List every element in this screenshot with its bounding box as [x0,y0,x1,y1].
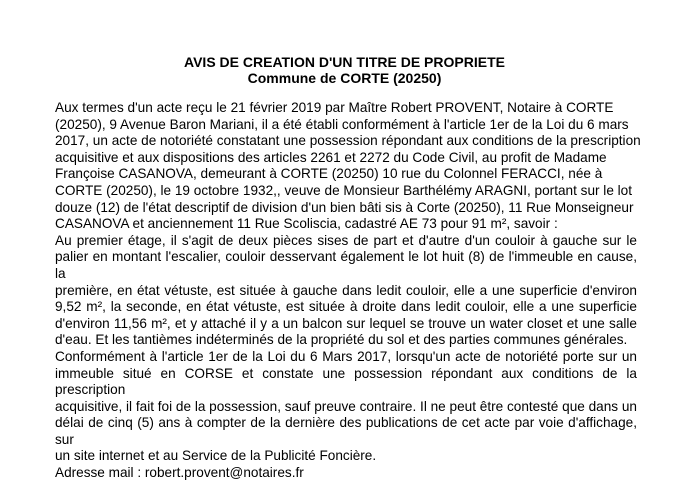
body-line: Françoise CASANOVA, demeurant à CORTE (20250) 10 rue du Colonnel FERACCI, née à [55,166,603,182]
body-line: CASANOVA et anciennement 11 Rue Scoliscia, cadastré AE 73 pour 91 m², savoir : [55,216,558,232]
body-line: acquisitive, il fait foi de la possession, sauf preuve contraire. Il ne peut être contesté que dans un [55,398,637,414]
body-line: d'environ 11,56 m², et y attaché il y a un balcon sur lequel se trouve un water closet et une salle [55,315,637,331]
notice-subtitle: Commune de CORTE (20250) [247,70,442,86]
body-line: (20250), 9 Avenue Baron Mariani, il a été établi conformément à l'article 1er de la Loi du 6 mars [55,116,629,132]
body-line: délai de cinq (5) ans à compter de la dernière des publications de cet acte par voie d'affichage, sur [55,415,637,447]
notice-body [55,100,641,482]
body-line: palier en montant l'escalier, couloir desservant également le lot huit (8) de l'immeuble en cause, la [55,249,637,281]
body-line: CORTE (20250), le 19 octobre 1932,, veuve de Monsieur Barthélémy ARAGNI, portant sur le lot [55,182,633,198]
body-line: Aux termes d'un acte reçu le 21 février 2019 par Maître Robert PROVENT, Notaire à CORTE [55,100,614,115]
body-line: un site internet et au Service de la Publicité Foncière. [55,448,377,464]
email-line: Adresse mail : robert.provent@notaires.fr [55,465,304,481]
body-line: Au premier étage, il s'agit de deux pièces sises de part et d'autre d'un couloir à gauche sur le [55,232,637,248]
body-line: douze (12) de l'état descriptif de division d'un bien bâti sis à Corte (20250), 11 Rue Monseigneur [55,199,634,215]
body-line: 2017, un acte de notoriété constatant une possession répondant aux conditions de la prescription [55,133,641,149]
body-line: 9,52 m², la seconde, en état vétuste, est située à droite dans ledit couloir, elle a une superficie [55,299,637,315]
body-line: Conformément à l'article 1er de la Loi du 6 Mars 2017, lorsqu'un acte de notoriété porte sur un [55,348,637,364]
body-line: d'eau. Et les tantièmes indéterminés de la propriété du sol et des parties communes générales. [55,332,628,348]
body-line: immeuble situé en CORSE et constate une possession répondant aux conditions de la prescription [55,365,637,398]
body-line: première, en état vétuste, est située à gauche dans ledit couloir, elle a une superficie d'environ [55,282,637,298]
body-line: acquisitive et aux dispositions des articles 2261 et 2272 du Code Civil, au profit de Madame [55,149,607,165]
notice-title: AVIS DE CREATION D'UN TITRE DE PROPRIETE [184,54,505,70]
